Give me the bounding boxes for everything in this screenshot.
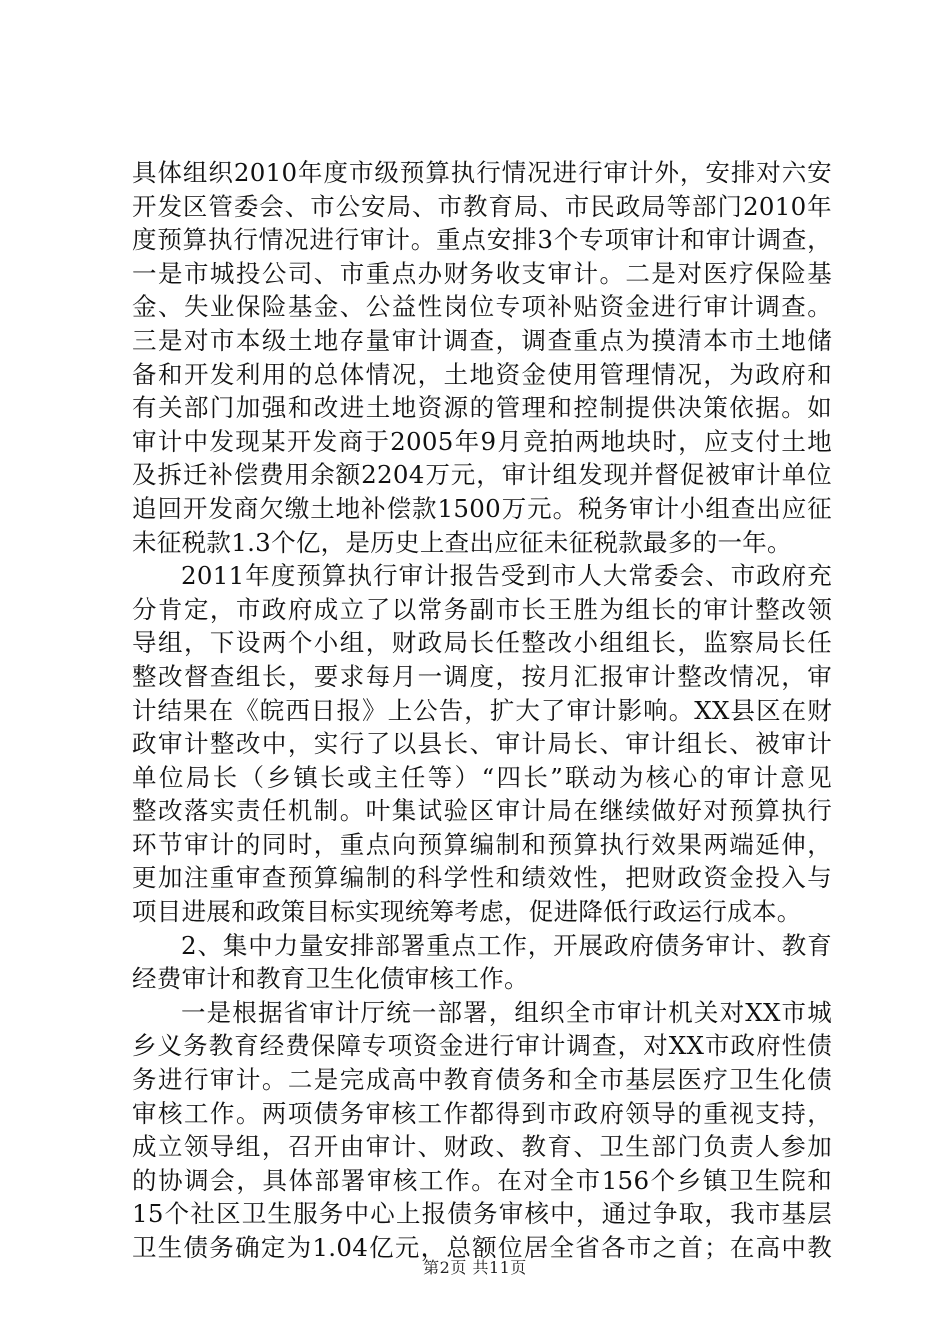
text-line: 务进行审计。二是完成高中教育债务和全市基层医疗卫生化债 <box>132 1065 832 1095</box>
paragraph-1 <box>132 156 832 559</box>
text-line: 成立领导组，召开由审计、财政、教育、卫生部门负责人参加 <box>132 1132 832 1162</box>
text-line: 2、集中力量安排部署重点工作，开展政府债务审计、教育 <box>181 930 832 960</box>
text-line: 更加注重审查预算编制的科学性和绩效性，把财政资金投入与 <box>132 863 832 893</box>
text-line: 政审计整改中，实行了以县长、审计局长、审计组长、被审计 <box>132 729 832 759</box>
text-line: 单位局长（乡镇长或主任等）“四长”联动为核心的审计意见 <box>132 762 832 792</box>
text-line: 整改落实责任机制。叶集试验区审计局在继续做好对预算执行 <box>132 796 832 826</box>
text-line: 卫生债务确定为1.04亿元，总额位居全省各市之首；在高中教 <box>132 1233 832 1262</box>
text-line: 追回开发商欠缴土地补偿款1500万元。税务审计小组查出应征 <box>132 493 832 523</box>
text-line: 及拆迁补偿费用余额2204万元，审计组发现并督促被审计单位 <box>132 460 832 490</box>
text-line: 备和开发利用的总体情况，土地资金使用管理情况，为政府和 <box>132 359 832 389</box>
text-line: 三是对市本级土地存量审计调查，调查重点为摸清本市土地储 <box>132 325 832 355</box>
text-line: 15个社区卫生服务中心上报债务审核中，通过争取，我市基层 <box>132 1199 832 1229</box>
paragraph-2 <box>132 559 832 929</box>
text-line: 具体组织2010年度市级预算执行情况进行审计外，安排对六安 <box>132 158 832 187</box>
text-line: 2011年度预算执行审计报告受到市人大常委会、市政府充 <box>181 561 832 591</box>
document-body <box>132 156 832 1265</box>
text-line: 分肯定，市政府成立了以常务副市长王胜为组长的审计整改领 <box>132 594 832 624</box>
page-number-footer: 第2页 共11页 <box>423 1258 527 1277</box>
text-line: 一是市城投公司、市重点办财务收支审计。二是对医疗保险基 <box>132 258 832 288</box>
text-line: 开发区管委会、市公安局、市教育局、市民政局等部门2010年 <box>132 191 832 221</box>
text-line: 乡义务教育经费保障专项资金进行审计调查，对XX市政府性债 <box>132 1031 832 1061</box>
text-line: 导组，下设两个小组，财政局长任整改小组组长，监察局长任 <box>132 628 832 658</box>
text-line: 计结果在《皖西日报》上公告，扩大了审计影响。XX县区在财 <box>132 695 832 725</box>
text-line: 环节审计的同时，重点向预算编制和预算执行效果两端延伸， <box>132 829 832 859</box>
text-line: 有关部门加强和改进土地资源的管理和控制提供决策依据。如 <box>132 393 832 423</box>
text-line: 的协调会，具体部署审核工作。在对全市156个乡镇卫生院和 <box>132 1165 832 1195</box>
text-line: 整改督查组长，要求每月一调度，按月汇报审计整改情况，审 <box>132 661 832 691</box>
text-line: 未征税款1.3个亿，是历史上查出应征未征税款最多的一年。 <box>132 527 792 557</box>
text-line: 一是根据省审计厅统一部署，组织全市审计机关对XX市城 <box>181 997 832 1027</box>
text-line: 金、失业保险基金、公益性岗位专项补贴资金进行审计调查。 <box>132 292 832 322</box>
text-line: 审计中发现某开发商于2005年9月竞拍两地块时，应支付土地 <box>132 426 832 456</box>
text-line: 项目进展和政策目标实现统筹考虑，促进降低行政运行成本。 <box>132 897 802 927</box>
text-line: 经费审计和教育卫生化债审核工作。 <box>132 964 529 994</box>
paragraph-3-section-heading <box>132 929 832 996</box>
paragraph-4 <box>132 996 832 1265</box>
text-line: 审核工作。两项债务审核工作都得到市政府领导的重视支持， <box>132 1098 832 1128</box>
text-line: 度预算执行情况进行审计。重点安排3个专项审计和审计调查， <box>132 225 832 255</box>
